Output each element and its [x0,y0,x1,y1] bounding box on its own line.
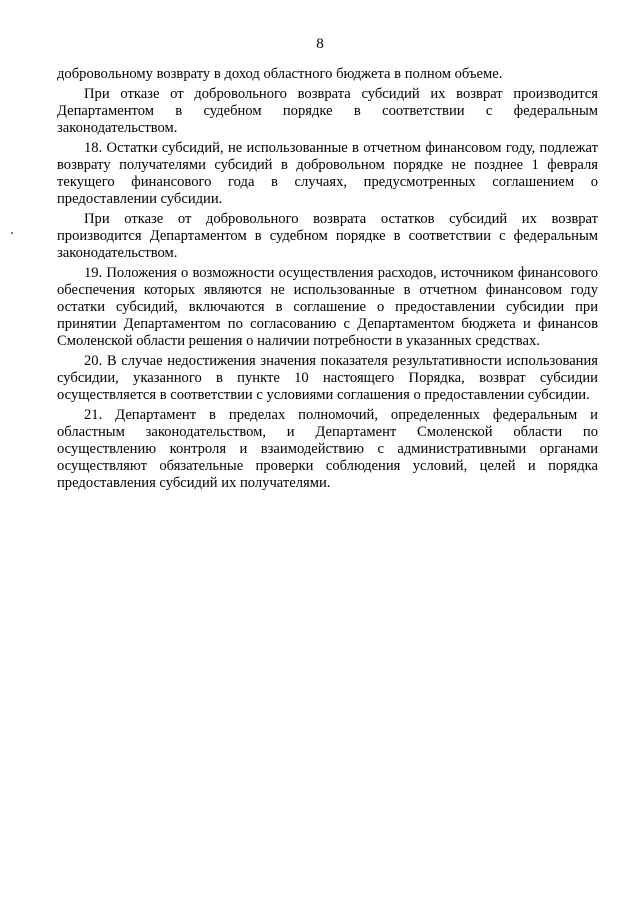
paragraph-refusal-return: При отказе от добровольного возврата субсидий их возврат производится Департаментом в судебном порядке в соответствии с федеральным законодательством. [57,86,598,136]
paragraph-item-20: 20. В случае недостижения значения показателя результативности использования субсидии, указанного в пункте 10 настоящего Порядка, возврат субсидии осуществляется в соответствии с условиями соглашения о предоставлении субсидии. [57,353,598,403]
scan-artifact-dot [11,232,13,234]
document-body [57,66,598,495]
paragraph-refusal-remaining: При отказе от добровольного возврата остатков субсидий их возврат производится Департаментом в судебном порядке в соответствии с федеральным законодательством. [57,211,598,261]
paragraph-continuation: добровольному возврату в доход областного бюджета в полном объеме. [57,66,503,82]
paragraph-item-19: 19. Положения о возможности осуществления расходов, источником финансового обеспечения которых являются не использованные в отчетном финансовом году остатки субсидий, включаются в соглашение о предоставлении субсидии при принятии Департаментом по согласованию с Департаментом бюджета и финансов Смоленской области решения о наличии потребности в указанных средствах. [57,265,598,349]
paragraph-item-21: 21. Департамент в пределах полномочий, определенных федеральным и областным законодательством, и Департамент Смоленской области по осуществлению контроля и взаимодействию с административными органами осуществляют обязательные проверки соблюдения условий, целей и порядка предоставления субсидий их получателями. [57,407,598,491]
paragraph-item-18: 18. Остатки субсидий, не использованные в отчетном финансовом году, подлежат возврату получателями субсидий в добровольном порядке не позднее 1 февраля текущего финансового года в случаях, предусмотренных соглашением о предоставлении субсидии. [57,140,598,207]
page-number: 8 [316,36,324,52]
